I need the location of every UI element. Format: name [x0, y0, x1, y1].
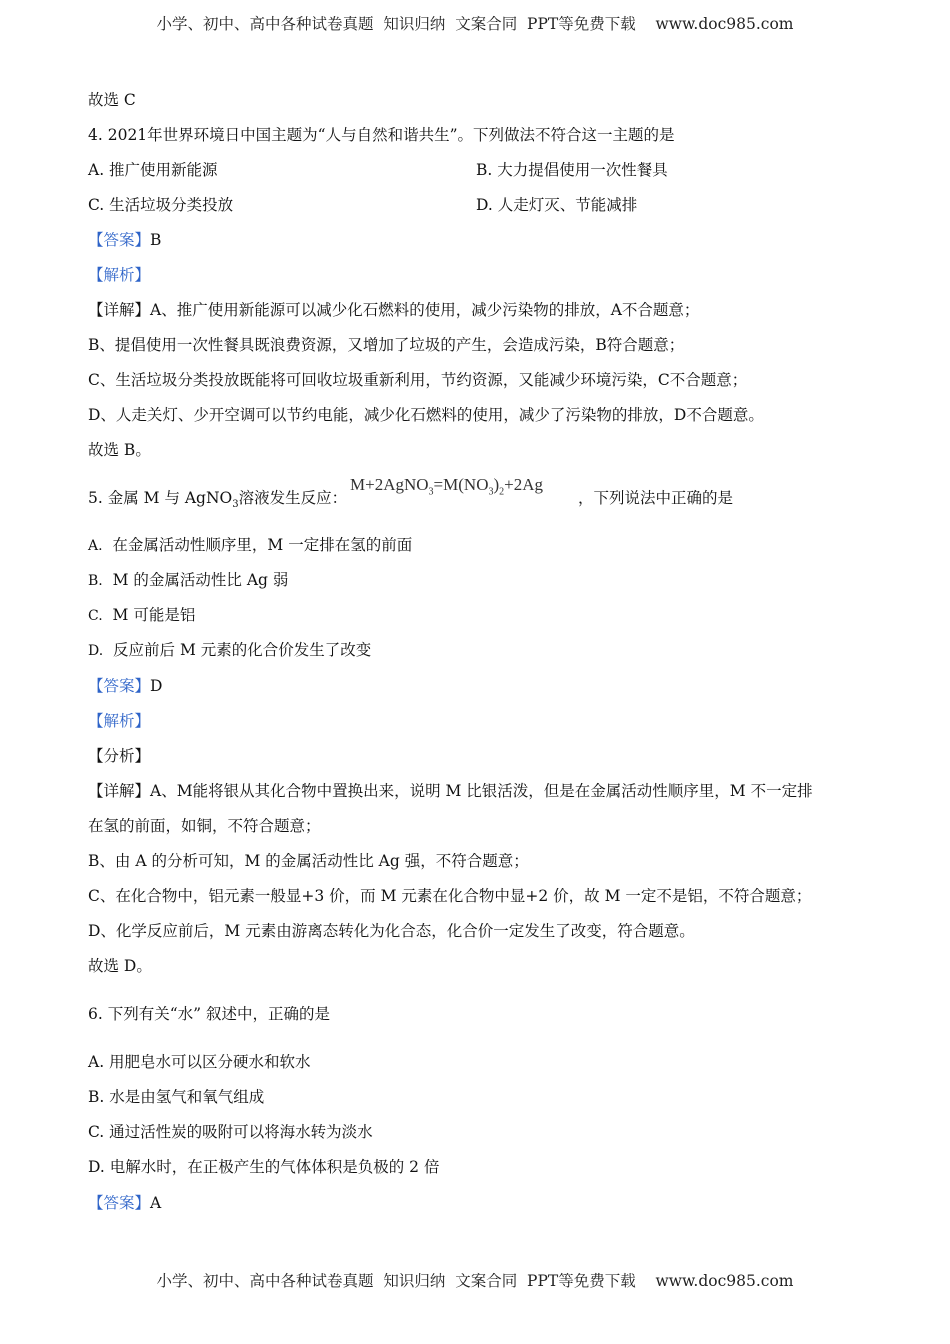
answer-value: A — [150, 1194, 162, 1212]
q5-detail-4: D、化学反应前后，M 元素由游离态转化为化合态，化合价一定发生了改变，符合题意。 — [88, 922, 695, 940]
reaction-equation — [350, 475, 543, 497]
option-letter: C. — [88, 608, 103, 624]
q4-option-d: D. 人走灯灭、节能减排 — [476, 196, 638, 214]
q5-option-a — [88, 535, 412, 556]
q4-stem: 4. 2021年世界环境日中国主题为“人与自然和谐共生”。下列做法不符合这一主题的是 — [88, 126, 675, 144]
q5-fenxi-label: 【分析】 — [88, 747, 151, 765]
q5-detail-1b: 在氢的前面，如铜，不符合题意； — [88, 817, 321, 835]
q4-analysis-label: 【解析】 — [88, 266, 151, 284]
stem-mid: 溶液发生反应： — [238, 489, 348, 507]
q5-conclusion: 故选 D。 — [88, 957, 152, 975]
q6-option-a: A. 用肥皂水可以区分硬水和软水 — [88, 1053, 311, 1071]
answer-value: D — [150, 677, 163, 695]
page-header: 小学、初中、高中各种试卷真题 知识归纳 文案合同 PPT等免费下载 www.doc985.com — [156, 15, 794, 33]
q5-option-c — [88, 605, 195, 626]
option-text: M 的金属活动性比 Ag 弱 — [112, 571, 289, 589]
q5-detail-3: C、在化合物中，铝元素一般显+3 价，而 M 元素在化合物中显+2 价，故 M 一定不是铝，不符合题意； — [88, 887, 812, 905]
q4-detail-2: B、提倡使用一次性餐具既浪费资源，又增加了垃圾的产生，会造成污染，B符合题意； — [88, 336, 685, 354]
q5-option-b — [88, 570, 288, 591]
formula-sub: 3 — [428, 486, 434, 498]
formula-part: =M(NO — [433, 475, 489, 494]
option-letter: B. — [88, 573, 103, 589]
formula-part: ) — [493, 475, 500, 494]
q4-option-b: B. 大力提倡使用一次性餐具 — [476, 161, 668, 179]
q6-option-c: C. 通过活性炭的吸附可以将海水转为淡水 — [88, 1123, 373, 1141]
q5-stem-prefix — [88, 488, 347, 515]
q4-detail-1 — [88, 300, 699, 320]
q5-answer — [88, 676, 162, 696]
q4-option-a: A. 推广使用新能源 — [88, 161, 218, 179]
q4-detail-3: C、生活垃圾分类投放既能将可回收垃圾重新利用，节约资源，又能减少环境污染，C不合题意； — [88, 371, 748, 389]
q4-conclusion: 故选 B。 — [88, 441, 151, 459]
q4-detail-4: D、人走关灯、少开空调可以节约电能，减少化石燃料的使用，减少了污染物的排放，D不合题意。 — [88, 406, 764, 424]
option-text: 反应前后 M 元素的化合价发生了改变 — [113, 641, 372, 659]
formula-part: +2Ag — [504, 475, 544, 494]
stem-prefix: 5. 金属 M 与 AgNO — [88, 489, 233, 507]
formula-part: M+2AgNO — [350, 475, 429, 494]
q6-stem: 6. 下列有关“水” 叙述中，正确的是 — [88, 1005, 330, 1023]
answer-label: 【答案】 — [88, 677, 151, 695]
q5-detail-2: B、由 A 的分析可知，M 的金属活动性比 Ag 强，不符合题意； — [88, 852, 529, 870]
q4-answer — [88, 230, 161, 250]
page-footer: 小学、初中、高中各种试卷真题 知识归纳 文案合同 PPT等免费下载 www.doc985.com — [156, 1272, 794, 1290]
q5-detail-1a — [88, 781, 813, 801]
q5-option-d — [88, 640, 371, 661]
option-letter: D. — [88, 643, 104, 659]
option-text: 在金属活动性顺序里，M 一定排在氢的前面 — [112, 536, 413, 554]
formula-sub: 2 — [499, 486, 505, 498]
detail-label: 【详解】 — [88, 782, 151, 800]
detail-text: A、M能将银从其化合物中置换出来，说明 M 比银活泼，但是在金属活动性顺序里，M 不一定排 — [150, 782, 813, 800]
answer-value: B — [150, 231, 162, 249]
detail-text: A、推广使用新能源可以减少化石燃料的使用，减少污染物的排放，A不合题意； — [150, 301, 700, 319]
answer-label: 【答案】 — [88, 1194, 151, 1212]
q6-option-b: B. 水是由氢气和氧气组成 — [88, 1088, 265, 1106]
prev-conclusion: 故选 C — [88, 91, 136, 109]
q5-stem-suffix: ，下列说法中正确的是 — [578, 489, 734, 507]
answer-label: 【答案】 — [88, 231, 151, 249]
option-text: M 可能是铝 — [112, 606, 196, 624]
q4-option-c: C. 生活垃圾分类投放 — [88, 196, 234, 214]
formula-sub: 3 — [488, 486, 494, 498]
stem-sub: 3 — [232, 499, 239, 511]
q6-answer — [88, 1193, 161, 1213]
detail-label: 【详解】 — [88, 301, 151, 319]
option-letter: A. — [88, 538, 103, 554]
q6-option-d: D. 电解水时，在正极产生的气体体积是负极的 2 倍 — [88, 1158, 440, 1176]
q5-analysis-label: 【解析】 — [88, 712, 151, 730]
